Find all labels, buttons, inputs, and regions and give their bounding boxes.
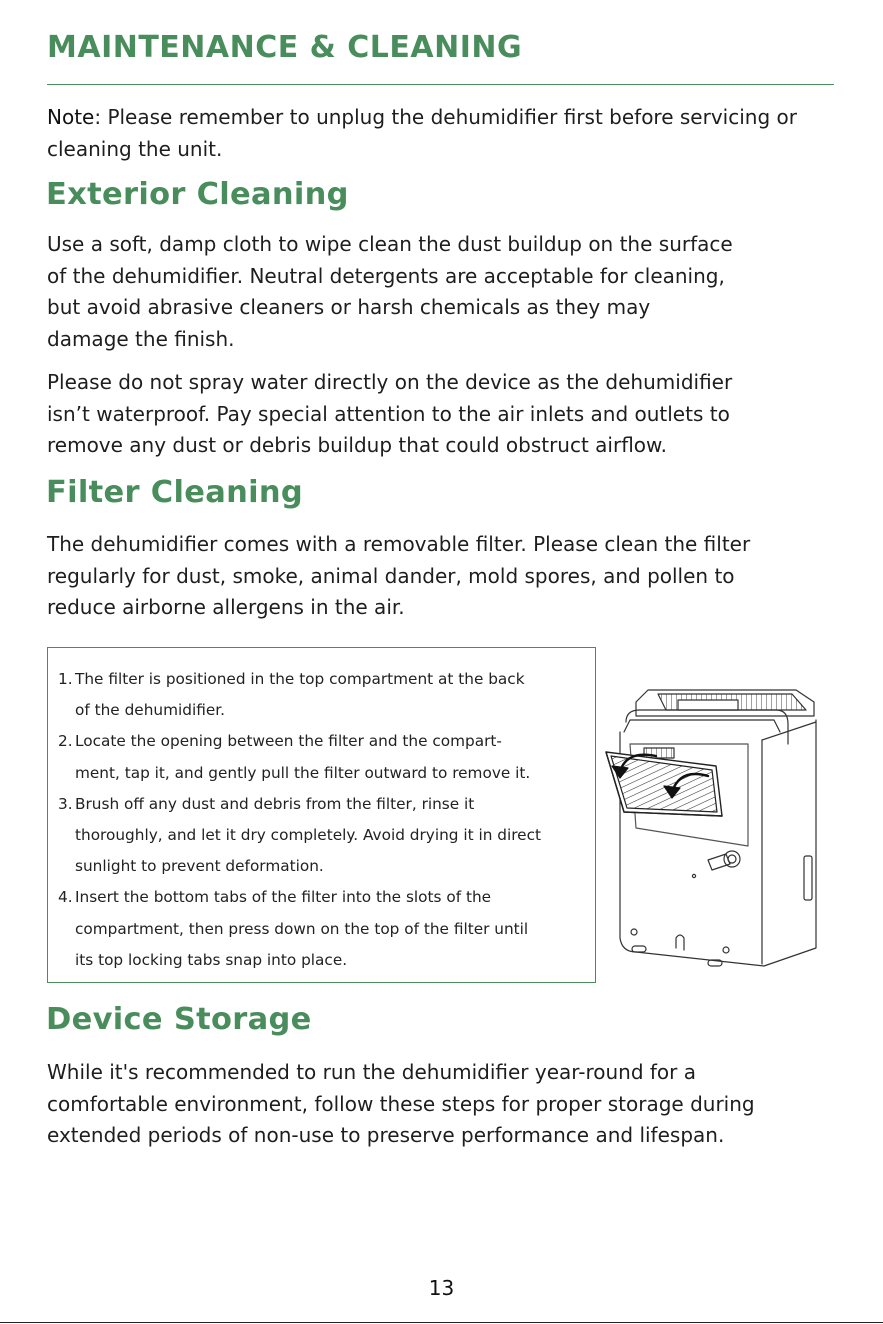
drain-cap bbox=[724, 851, 740, 867]
step-line: The filter is positioned in the top compartment at the back bbox=[75, 670, 525, 688]
caster-left bbox=[632, 946, 646, 952]
step-line: thoroughly, and let it dry completely. Avoid drying it in direct bbox=[75, 826, 541, 845]
filter-intro-paragraph bbox=[47, 529, 750, 624]
step-line: Insert the bottom tabs of the filter into the slots of the bbox=[75, 888, 492, 907]
step-number: 2. bbox=[58, 732, 73, 751]
step-number: 3. bbox=[58, 794, 73, 813]
note-label: Note bbox=[47, 105, 95, 129]
step-line: of the dehumidifier. bbox=[75, 701, 225, 720]
text-line: of the dehumidifier. Neutral detergents are acceptable for cleaning, bbox=[47, 263, 725, 288]
step-line: Locate the opening between the filter and the compart- bbox=[75, 732, 502, 751]
step-number: 4. bbox=[58, 888, 73, 907]
drain-fitting bbox=[708, 854, 730, 870]
device-storage-heading: Device Storage bbox=[46, 1002, 312, 1037]
step-item bbox=[58, 726, 585, 788]
drain-cap-inner bbox=[728, 855, 736, 863]
storage-paragraph bbox=[47, 1057, 755, 1152]
text-line: extended periods of non-use to preserve performance and lifespan. bbox=[47, 1123, 725, 1147]
top-control-panel bbox=[678, 700, 738, 710]
handle-lip bbox=[624, 720, 780, 732]
step-item bbox=[58, 882, 585, 976]
compartment-grill bbox=[644, 748, 674, 758]
exterior-paragraph-1 bbox=[47, 229, 733, 355]
text-line: While it's recommended to run the dehumidifier year-round for a bbox=[47, 1060, 696, 1084]
page-title: MAINTENANCE & CLEANING bbox=[47, 30, 523, 65]
note-paragraph bbox=[47, 102, 883, 165]
step-item bbox=[58, 664, 585, 726]
text-line: but avoid abrasive cleaners or harsh chemicals as they may bbox=[47, 295, 651, 319]
text-line: comfortable environment, follow these steps for proper storage during bbox=[47, 1091, 755, 1116]
footer-divider bbox=[0, 1322, 883, 1323]
step-line: sunlight to prevent deformation. bbox=[75, 857, 324, 876]
bottom-notch bbox=[676, 935, 684, 950]
filter-steps-list bbox=[48, 648, 595, 976]
dehumidifier-filter-removal-illustration-icon bbox=[596, 680, 832, 980]
text-line: regularly for dust, smoke, animal dander, mold spores, and pollen to bbox=[47, 563, 735, 588]
step-item bbox=[58, 789, 585, 883]
text-line: damage the finish. bbox=[47, 326, 235, 351]
text-line: The dehumidifier comes with a removable filter. Please clean the filter bbox=[47, 532, 751, 556]
step-line: Brush off any dust and debris from the filter, rinse it bbox=[75, 794, 475, 813]
filter-steps-box bbox=[47, 647, 596, 983]
step-line: ment, tap it, and gently pull the filter outward to remove it. bbox=[75, 763, 531, 782]
text-line: isn’t waterproof. Pay special attention to the air inlets and outlets to bbox=[47, 401, 730, 426]
text-line: reduce airborne allergens in the air. bbox=[47, 595, 405, 619]
rear-screw bbox=[692, 874, 695, 877]
exterior-paragraph-2 bbox=[47, 367, 732, 462]
rear-foot-left bbox=[631, 929, 637, 935]
title-divider bbox=[47, 84, 834, 85]
note-text: : Please remember to unplug the dehumidifier first before servicing or cleaning the unit. bbox=[47, 105, 797, 161]
text-line: Use a soft, damp cloth to wipe clean the dust buildup on the surface bbox=[47, 232, 733, 256]
rear-foot-right bbox=[723, 947, 729, 953]
step-line: compartment, then press down on the top of the filter until bbox=[75, 919, 529, 938]
text-line: remove any dust or debris buildup that could obstruct airflow. bbox=[47, 433, 667, 457]
exterior-cleaning-heading: Exterior Cleaning bbox=[46, 177, 349, 212]
filter-cleaning-heading: Filter Cleaning bbox=[46, 475, 303, 510]
step-line: its top locking tabs snap into place. bbox=[75, 950, 348, 969]
page-number: 13 bbox=[428, 1276, 455, 1300]
side-handle-slot bbox=[804, 856, 812, 900]
step-number: 1. bbox=[58, 670, 73, 688]
body-top-edge bbox=[762, 722, 816, 740]
text-line: Please do not spray water directly on the device as the dehumidifier bbox=[47, 370, 733, 394]
